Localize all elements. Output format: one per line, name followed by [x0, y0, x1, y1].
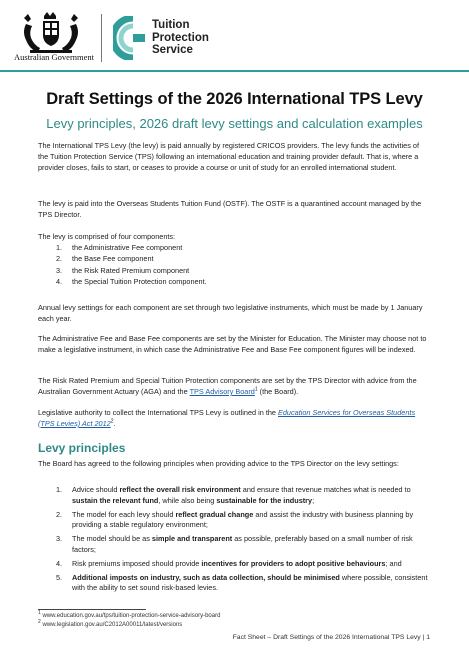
- principle-3-b: simple and transparent: [151, 534, 233, 544]
- principle-4-a: Risk premiums imposed should provide: [72, 558, 202, 568]
- footnote-1: [38, 612, 430, 621]
- levy-principles-heading: Levy principles: [38, 441, 126, 455]
- header-rule: [0, 70, 469, 72]
- footnote-2-text: www.legislation.gov.au/C2012A00011/latest/versions: [40, 621, 183, 628]
- principle-1-g: ;: [312, 495, 315, 505]
- principle-1-e: , while also being: [158, 495, 217, 505]
- tps-wordmark-line1: Tuition: [152, 19, 190, 31]
- tps-wordmark-line3: Service: [152, 44, 193, 56]
- document-title: Draft Settings of the 2026 International TPS Levy: [46, 90, 423, 108]
- component-1: the Administrative Fee component: [72, 243, 183, 252]
- list-item: 1. the Administrative Fee component: [56, 243, 183, 252]
- intro-paragraph-3: [38, 231, 430, 242]
- tps-logo-icon: [113, 16, 149, 60]
- intro-p1-text: The International TPS Levy (the levy) is paid annually by registered CRICOS providers. The levy funds the activities of the Tuition Protection Service (TPS) following an international education and training provider default. That is, where a provider closes, fails to start, or ceases to provide a course or unit of study for an enrolled international student.: [38, 141, 419, 172]
- intro-paragraph-1: [38, 140, 430, 173]
- list-item: 2. The model for each levy should reflect gradual change and assist the industry with business planning by providing a stable regulatory environment;: [56, 509, 414, 530]
- principle-3-a: The model should be as: [72, 534, 152, 544]
- intro-p4-text: Annual levy settings for each component are set through two legislative instruments, which must be made by 1 January each year.: [38, 303, 423, 323]
- intro-p6-text-a: The Risk Rated Premium and Special Tuition Protection components are set by the TPS Director with advice from the Australian Government Actuary (AGA) and the: [38, 376, 417, 396]
- principle-1-f: sustainable for the industry: [216, 495, 313, 505]
- intro-p7-text-a: Legislative authority to collect the International TPS Levy is outlined in the: [38, 408, 278, 417]
- footnote-ref-2: 2: [110, 418, 114, 425]
- principle-4-c: ; and: [385, 558, 402, 568]
- components-list: [56, 242, 430, 287]
- footnote-rule: [38, 609, 146, 610]
- component-2: the Base Fee component: [72, 254, 154, 264]
- principles-list: [56, 485, 430, 594]
- intro-p2-text: The levy is paid into the Overseas Students Tuition Fund (OSTF). The OSTF is a quarantined account managed by the TPS Director.: [38, 199, 422, 219]
- list-item: 3. the Risk Rated Premium component: [56, 265, 190, 275]
- principle-1-a: Advice should: [72, 485, 120, 494]
- footnote-1-text: www.education.gov.au/tps/tuition-protection-service-advisory-board: [40, 613, 221, 619]
- footnotes: [38, 612, 430, 629]
- footnote-2: [38, 618, 430, 630]
- intro-paragraph-7: [38, 407, 430, 429]
- tps-advisory-board-link[interactable]: TPS Advisory Board: [189, 387, 255, 396]
- principle-1-b: reflect the overall risk environment: [119, 485, 241, 494]
- principle-5-c: where possible, consistent with the ability to set sound risk-based levies.: [72, 572, 428, 593]
- principles-lead: [38, 458, 430, 469]
- list-item: 5. Additional imposts on industry, such as data collection, should be minimised where possible, consistent with the ability to set sound risk-based levies.: [56, 572, 428, 593]
- header-divider: [101, 14, 102, 62]
- intro-p3-text: The levy is comprised of four components:: [38, 232, 176, 241]
- list-item: 2. the Base Fee component: [56, 254, 154, 264]
- intro-paragraph-5: [38, 333, 430, 355]
- esos-act-link[interactable]: Education Services for Overseas Students (TPS Levies) Act 2012: [38, 408, 416, 428]
- principle-1-d: sustain the relevant fund: [72, 495, 159, 505]
- intro-paragraph-2: [38, 198, 430, 220]
- tps-wordmark-line2: Protection: [152, 31, 209, 44]
- principle-5-b: Additional imposts on industry, such as data collection, should be minimised: [72, 572, 340, 582]
- footnote-ref-1: 1: [254, 386, 258, 393]
- list-item: 4. Risk premiums imposed should provide incentives for providers to adopt positive behaviours; and: [56, 558, 402, 568]
- intro-p6-text-b: (the Board).: [257, 387, 299, 396]
- document-subtitle: Levy principles, 2026 draft levy settings and calculation examples: [46, 116, 423, 131]
- intro-paragraph-6: [38, 375, 430, 397]
- intro-p7-text-b: .: [113, 419, 116, 428]
- principle-2-a: The model for each levy should: [72, 509, 176, 519]
- component-4: the Special Tuition Protection component.: [72, 276, 207, 286]
- intro-paragraph-4: [38, 302, 430, 324]
- principle-1-c: and ensure that revenue matches what is needed to: [240, 485, 411, 494]
- principles-lead-text: The Board has agreed to the following principles when providing advice to the TPS Director on the levy settings:: [38, 459, 399, 468]
- list-item: 3. The model should be as simple and transparent as possible, preferably based on a small number of risk factors;: [56, 534, 413, 554]
- intro-p5-text: The Administrative Fee and Base Fee components are set by the Minister for Education. The Minister may choose not to make a legislative instrument, in which case the Administrative Fee and Base Fee component figures will be indexed.: [38, 334, 427, 354]
- principle-2-b: reflect gradual change: [175, 509, 254, 519]
- principle-3-c: as possible, preferably based on a small number of risk factors;: [72, 534, 413, 554]
- principle-4-b: incentives for providers to adopt positive behaviours: [201, 558, 386, 568]
- principle-2-c: and assist the industry with business planning by providing a stable regulatory environment;: [72, 509, 414, 530]
- page-header: [0, 0, 469, 72]
- footnote-2-num: 2: [38, 618, 41, 625]
- government-label: Australian Government: [14, 52, 95, 62]
- footnote-1-num: 1: [38, 610, 41, 616]
- list-item: 1. Advice should reflect the overall risk environment and ensure that revenue matches what is needed to sustain the relevant fund, while also being sustainable for the industry;: [56, 485, 411, 505]
- component-3: the Risk Rated Premium component: [72, 265, 190, 275]
- tps-wordmark: [152, 19, 209, 57]
- list-item: 4. the Special Tuition Protection component.: [56, 276, 207, 286]
- page-footer: Fact Sheet – Draft Settings of the 2026 International TPS Levy | 1: [232, 634, 430, 641]
